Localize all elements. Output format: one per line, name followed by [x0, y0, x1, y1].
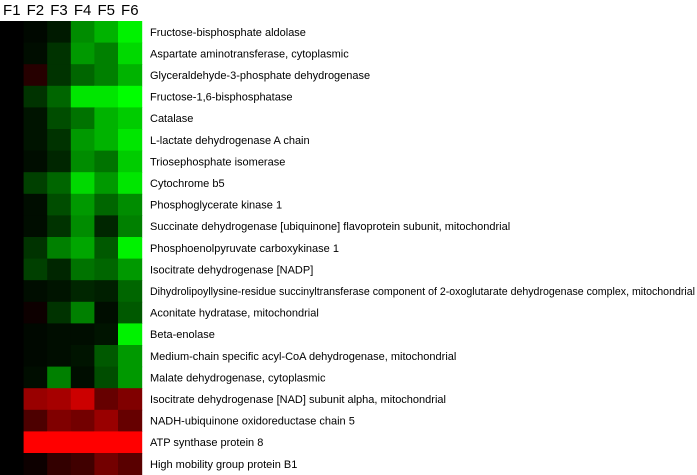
heatmap-cell — [118, 107, 142, 129]
heatmap-cell — [47, 43, 71, 65]
heatmap-cell — [47, 367, 71, 389]
heatmap-cell — [47, 21, 71, 43]
heatmap-cell — [0, 172, 24, 194]
heatmap-cell — [47, 280, 71, 302]
heatmap-cell — [94, 280, 118, 302]
heatmap-cell — [71, 259, 95, 281]
heatmap-cell — [47, 86, 71, 108]
row-label: Isocitrate dehydrogenase [NADP] — [150, 264, 314, 277]
heatmap-cell — [24, 453, 48, 475]
heatmap-cell — [94, 215, 118, 237]
heatmap-cell — [24, 194, 48, 216]
heatmap-cell — [71, 172, 95, 194]
heatmap-cell — [0, 194, 24, 216]
row-label: Cytochrome b5 — [150, 178, 225, 190]
heatmap-cell — [94, 345, 118, 367]
row-label: Dihydrolipoyllysine-residue succinyltransferase component of 2-oxoglutarate dehydrogenase complex, mitochondrial — [150, 286, 695, 298]
column-label: F3 — [50, 2, 68, 19]
heatmap-cell — [0, 431, 24, 453]
heatmap-cell — [24, 43, 48, 65]
heatmap-cell — [24, 129, 48, 151]
row-label: Phosphoglycerate kinase 1 — [150, 199, 283, 212]
heatmap-cell — [24, 302, 48, 324]
heatmap-cell — [24, 280, 48, 302]
heatmap-cell — [71, 280, 95, 302]
heatmap-cell — [0, 302, 24, 324]
heatmap-cell — [71, 129, 95, 151]
heatmap-cell — [47, 107, 71, 129]
heatmap-cell — [118, 215, 142, 237]
row-label: High mobility group protein B1 — [150, 458, 298, 471]
heatmap-cell — [71, 215, 95, 237]
heatmap-cell — [0, 323, 24, 345]
row-label: Isocitrate dehydrogenase [NAD] subunit alpha, mitochondrial — [150, 394, 446, 406]
heatmap-cell — [71, 302, 95, 324]
heatmap-cell — [47, 129, 71, 151]
heatmap-cell — [24, 172, 48, 194]
heatmap-cell — [94, 129, 118, 151]
heatmap-cell — [0, 151, 24, 173]
heatmap-cell — [118, 388, 142, 410]
heatmap-cell — [47, 259, 71, 281]
heatmap-cell — [24, 215, 48, 237]
heatmap-cell — [94, 388, 118, 410]
heatmap-cell — [24, 345, 48, 367]
heatmap-cell — [24, 259, 48, 281]
heatmap-cell — [94, 237, 118, 259]
heatmap-cell — [118, 43, 142, 65]
heatmap-cell — [0, 86, 24, 108]
heatmap-cell — [118, 129, 142, 151]
heatmap-cell — [47, 453, 71, 475]
heatmap-cell — [24, 367, 48, 389]
heatmap-cell — [71, 64, 95, 86]
column-label: F1 — [3, 2, 21, 19]
heatmap-cell — [71, 21, 95, 43]
heatmap-cell — [71, 43, 95, 65]
heatmap-cell — [118, 21, 142, 43]
heatmap-cell — [118, 194, 142, 216]
column-label: F5 — [97, 2, 115, 19]
row-label: L-lactate dehydrogenase A chain — [150, 134, 310, 147]
heatmap-cell — [94, 21, 118, 43]
heatmap-cell — [47, 151, 71, 173]
heatmap-cell — [24, 21, 48, 43]
heatmap-cell — [0, 107, 24, 129]
heatmap-cell — [94, 151, 118, 173]
heatmap-cell — [71, 86, 95, 108]
heatmap-cell — [118, 259, 142, 281]
heatmap-cell — [94, 431, 118, 453]
heatmap-cell — [118, 345, 142, 367]
heatmap-cell — [47, 194, 71, 216]
heatmap-cell — [47, 172, 71, 194]
heatmap-cell — [71, 194, 95, 216]
heatmap-cell — [118, 323, 142, 345]
heatmap-cell — [94, 43, 118, 65]
row-label: Triosephosphate isomerase — [150, 156, 286, 169]
heatmap-cell — [118, 410, 142, 432]
heatmap-cell — [47, 237, 71, 259]
heatmap-cell — [0, 215, 24, 237]
heatmap-cell — [0, 43, 24, 65]
heatmap-cell — [24, 64, 48, 86]
heatmap-cell — [47, 323, 71, 345]
heatmap-cell — [47, 302, 71, 324]
heatmap-cell — [71, 410, 95, 432]
heatmap-cell — [71, 388, 95, 410]
heatmap-cell — [94, 172, 118, 194]
heatmap-cell — [47, 215, 71, 237]
heatmap-cell — [118, 453, 142, 475]
heatmap-cell — [118, 151, 142, 173]
heatmap-cell — [94, 453, 118, 475]
heatmap-cell — [47, 64, 71, 86]
heatmap-cell — [0, 453, 24, 475]
heatmap-cell — [118, 172, 142, 194]
heatmap-cell — [47, 431, 71, 453]
heatmap-cell — [0, 345, 24, 367]
heatmap-cell — [71, 431, 95, 453]
row-label: Phosphoenolpyruvate carboxykinase 1 — [150, 242, 339, 255]
heatmap-cell — [47, 410, 71, 432]
heatmap-cells — [0, 21, 142, 475]
row-label: Succinate dehydrogenase [ubiquinone] flavoprotein subunit, mitochondrial — [150, 221, 511, 234]
heatmap-cell — [71, 237, 95, 259]
heatmap-cell — [94, 323, 118, 345]
heatmap-cell — [118, 302, 142, 324]
heatmap-cell — [71, 107, 95, 129]
heatmap-cell — [0, 367, 24, 389]
heatmap-cell — [118, 367, 142, 389]
heatmap-cell — [24, 388, 48, 410]
heatmap-cell — [24, 431, 48, 453]
row-label: Catalase — [150, 113, 194, 126]
column-labels — [3, 2, 139, 19]
heatmap-cell — [71, 345, 95, 367]
heatmap-cell — [24, 107, 48, 129]
heatmap-cell — [24, 151, 48, 173]
heatmap-cell — [94, 410, 118, 432]
heatmap-cell — [47, 388, 71, 410]
heatmap-cell — [0, 237, 24, 259]
heatmap-cell — [0, 410, 24, 432]
heatmap-cell — [0, 21, 24, 43]
heatmap-cell — [94, 107, 118, 129]
column-label: F4 — [73, 2, 92, 19]
heatmap-cell — [94, 86, 118, 108]
heatmap-cell — [24, 410, 48, 432]
heatmap-cell — [118, 64, 142, 86]
heatmap-cell — [0, 280, 24, 302]
row-label: Malate dehydrogenase, cytoplasmic — [150, 372, 326, 385]
row-label: NADH-ubiquinone oxidoreductase chain 5 — [150, 415, 355, 428]
heatmap-cell — [94, 194, 118, 216]
row-label: ATP synthase protein 8 — [150, 437, 264, 450]
heatmap-cell — [118, 237, 142, 259]
row-label: Glyceraldehyde-3-phosphate dehydrogenase — [150, 70, 371, 82]
row-label: Aspartate aminotransferase, cytoplasmic — [150, 48, 349, 61]
row-labels — [150, 27, 695, 471]
heatmap-cell — [47, 345, 71, 367]
heatmap-cell — [71, 367, 95, 389]
heatmap-cell — [94, 302, 118, 324]
heatmap-cell — [24, 86, 48, 108]
column-label: F2 — [26, 2, 45, 19]
heatmap-cell — [94, 64, 118, 86]
row-label: Fructose-bisphosphate aldolase — [150, 26, 306, 39]
row-label: Aconitate hydratase, mitochondrial — [150, 307, 319, 320]
heatmap-cell — [24, 237, 48, 259]
row-label: Medium-chain specific acyl-CoA dehydrogenase, mitochondrial — [150, 350, 457, 363]
heatmap-cell — [71, 453, 95, 475]
heatmap-cell — [71, 323, 95, 345]
heatmap-cell — [0, 129, 24, 151]
heatmap-cell — [94, 259, 118, 281]
heatmap-cell — [71, 151, 95, 173]
heatmap-cell — [118, 86, 142, 108]
row-label: Beta-enolase — [150, 329, 215, 342]
heatmap-cell — [0, 64, 24, 86]
heatmap-cell — [0, 388, 24, 410]
heatmap-cell — [118, 431, 142, 453]
heatmap-cell — [0, 259, 24, 281]
column-label: F6 — [121, 2, 139, 19]
heatmap-cell — [24, 323, 48, 345]
heatmap-cell — [94, 367, 118, 389]
row-label: Fructose-1,6-bisphosphatase — [150, 91, 293, 104]
heatmap-cell — [118, 280, 142, 302]
